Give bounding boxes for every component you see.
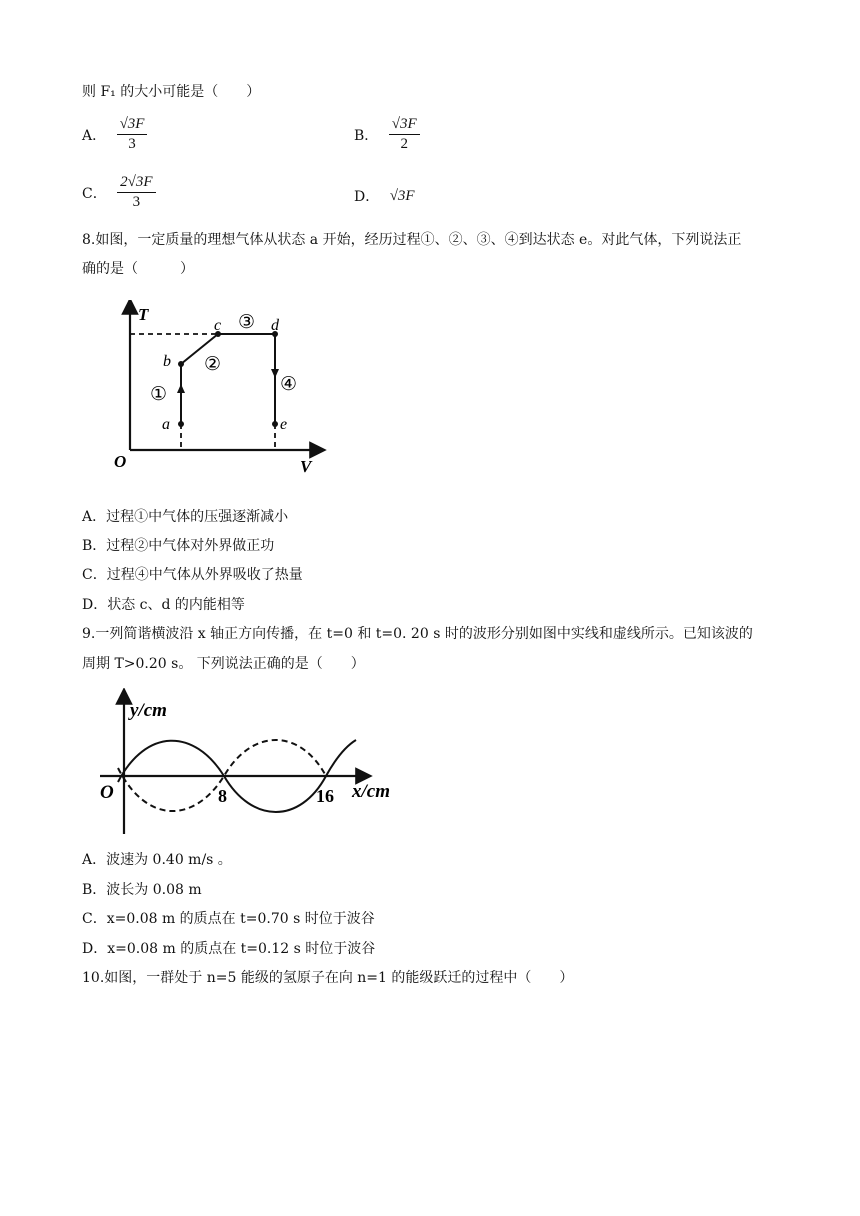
option-label: B． [354, 127, 379, 144]
process-label-4: ④ [280, 374, 298, 395]
q9-stem-line-1: 9.一列简谐横波沿 x 轴正方向传播，在 t=0 和 t=0. 20 s 时的波形分别如图中实线和虚线所示。已知该波的 [82, 626, 753, 642]
fraction [117, 116, 148, 153]
q8-option-c: C．过程④中气体从外界吸收了热量 [82, 567, 303, 583]
y-axis-label: y/cm [130, 700, 167, 721]
state-point-b [178, 361, 184, 367]
q7-option-b [354, 116, 420, 153]
q8-option-b: B．过程②中气体对外界做正功 [82, 538, 275, 554]
q7-option-d [354, 186, 415, 206]
q7-option-c [82, 174, 156, 211]
origin-label: O [114, 452, 127, 471]
option-label: A． [82, 127, 107, 144]
label-a: a [162, 416, 170, 433]
q8-option-a: A．过程①中气体的压强逐渐减小 [82, 509, 289, 525]
origin-label: O [100, 782, 114, 803]
tick-label-16: 16 [316, 786, 334, 806]
x-axis-label: x/cm [352, 781, 390, 802]
process-label-2: ② [204, 354, 222, 375]
tick-label-8: 8 [218, 786, 227, 806]
q9-stem-line-2: 周期 T>0.20 s。 下列说法正确的是（ ） [82, 656, 365, 672]
q8-option-d: D．状态 c、d 的内能相等 [82, 597, 245, 613]
q7-option-a [82, 116, 147, 153]
arrowhead [177, 384, 185, 393]
q9-option-c: C．x=0.08 m 的质点在 t=0.70 s 时位于波谷 [82, 911, 375, 927]
label-c: c [214, 317, 222, 334]
q9-wave-diagram [94, 688, 414, 838]
q8-stem-line-1: 8.如图，一定质量的理想气体从状态 a 开始，经历过程①、②、③、④到达状态 e。对此气体，下列说法正 [82, 232, 742, 248]
label-d: d [271, 317, 279, 334]
process-label-3: ③ [238, 312, 256, 333]
denominator: 3 [128, 136, 136, 152]
option-label: D． [354, 189, 380, 205]
denominator: 2 [400, 136, 408, 152]
fraction [117, 174, 155, 211]
math-expression: √3F [389, 187, 415, 204]
q7-stem-tail: 则 F₁ 的大小可能是（ ） [82, 84, 261, 100]
v-axis-label: V [300, 457, 312, 476]
q9-option-d: D．x=0.08 m 的质点在 t=0.12 s 时位于波谷 [82, 941, 376, 957]
denominator: 3 [132, 194, 141, 210]
t-axis-label: T [138, 305, 149, 324]
state-point-a [178, 421, 184, 427]
q8-stem-line-2: 确的是（ ） [82, 261, 194, 277]
label-e: e [280, 416, 288, 433]
numerator: √3F [389, 116, 420, 135]
q9-option-a: A．波速为 0.40 m/s 。 [82, 852, 232, 868]
label-b: b [163, 353, 171, 370]
numerator: 2√3F [117, 174, 155, 193]
q9-option-b: B．波长为 0.08 m [82, 882, 202, 898]
fraction [389, 116, 420, 153]
q8-tv-diagram [108, 300, 348, 490]
arrowhead [271, 369, 279, 378]
q10-stem-line-1: 10.如图，一群处于 n=5 能级的氢原子在向 n=1 的能级跃迁的过程中（ ） [82, 970, 574, 986]
numerator: √3F [117, 116, 148, 135]
state-point-e [272, 421, 278, 427]
process-label-1: ① [150, 384, 168, 405]
option-label: C． [82, 185, 107, 202]
